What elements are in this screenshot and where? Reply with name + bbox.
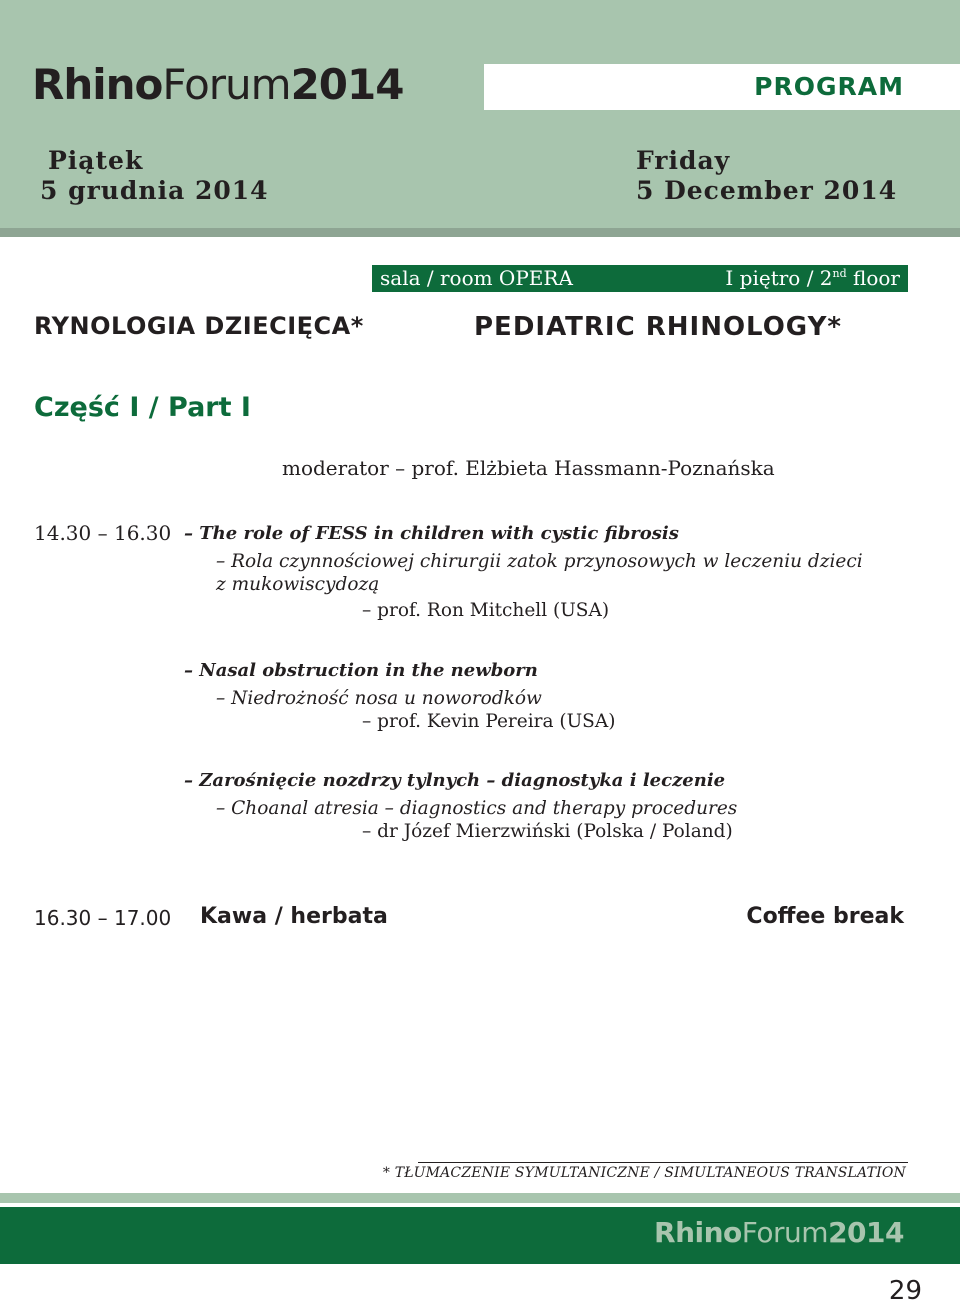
talk-speaker: – prof. Kevin Pereira (USA) bbox=[362, 711, 616, 732]
break-label-polish: Kawa / herbata bbox=[200, 904, 388, 929]
moderator: moderator – prof. Elżbieta Hassmann-Poznańska bbox=[282, 456, 775, 480]
day-english: Friday bbox=[636, 146, 731, 175]
room-name: sala / room OPERA bbox=[380, 266, 573, 290]
footer-logo bbox=[654, 1216, 904, 1249]
talk-speaker: – prof. Ron Mitchell (USA) bbox=[362, 600, 610, 621]
break-label-english: Coffee break bbox=[746, 904, 904, 929]
session-title-english: PEDIATRIC RHINOLOGY* bbox=[474, 312, 842, 342]
rhinoforum-logo bbox=[32, 60, 403, 109]
talk-title-polish: – Rola czynnościowej chirurgii zatok przynosowych w leczeniu dzieci z mukowiscydozą bbox=[216, 551, 863, 595]
room-floor-suffix: nd bbox=[832, 267, 847, 280]
page-number: 29 bbox=[888, 1276, 922, 1306]
room-floor-text: I piętro / 2 bbox=[725, 266, 833, 290]
logo-rhino: Rhino bbox=[32, 60, 163, 109]
talk-title-polish: – Niedrożność nosa u noworodków bbox=[216, 688, 542, 709]
day-polish: Piątek bbox=[48, 146, 144, 175]
room-floor bbox=[725, 266, 900, 290]
talk-title-english: – The role of FESS in children with cystic fibrosis bbox=[184, 523, 679, 544]
footnote-rule bbox=[418, 1162, 908, 1163]
talk-title-english: – Choanal atresia – diagnostics and therapy procedures bbox=[216, 798, 738, 819]
footer-logo-year: 2014 bbox=[828, 1216, 904, 1249]
footer-light-band bbox=[0, 1193, 960, 1203]
break-time: 16.30 – 17.00 bbox=[34, 906, 172, 930]
program-label: PROGRAM bbox=[754, 72, 904, 101]
room-floor-word: floor bbox=[846, 266, 900, 290]
date-english: 5 December 2014 bbox=[636, 176, 898, 205]
session-title-polish: RYNOLOGIA DZIECIĘCA* bbox=[34, 312, 364, 340]
footer-logo-forum: Forum bbox=[741, 1216, 829, 1249]
talk-speaker: – dr Józef Mierzwiński (Polska / Poland) bbox=[362, 821, 733, 842]
room-bar bbox=[372, 265, 908, 292]
talk-title-english: – Nasal obstruction in the newborn bbox=[184, 660, 538, 681]
talk-title-polish: – Zarośnięcie nozdrzy tylnych – diagnostyka i leczenie bbox=[184, 770, 726, 791]
footer-logo-rhino: Rhino bbox=[654, 1216, 742, 1249]
slot-time: 14.30 – 16.30 bbox=[34, 521, 172, 545]
logo-year: 2014 bbox=[290, 60, 404, 109]
part-title: Część I / Part I bbox=[34, 392, 251, 423]
header-divider bbox=[0, 228, 960, 237]
logo-forum: Forum bbox=[162, 60, 291, 109]
date-polish: 5 grudnia 2014 bbox=[40, 176, 269, 205]
footnote: * TŁUMACZENIE SYMULTANICZNE / SIMULTANEOUS TRANSLATION bbox=[382, 1165, 906, 1181]
